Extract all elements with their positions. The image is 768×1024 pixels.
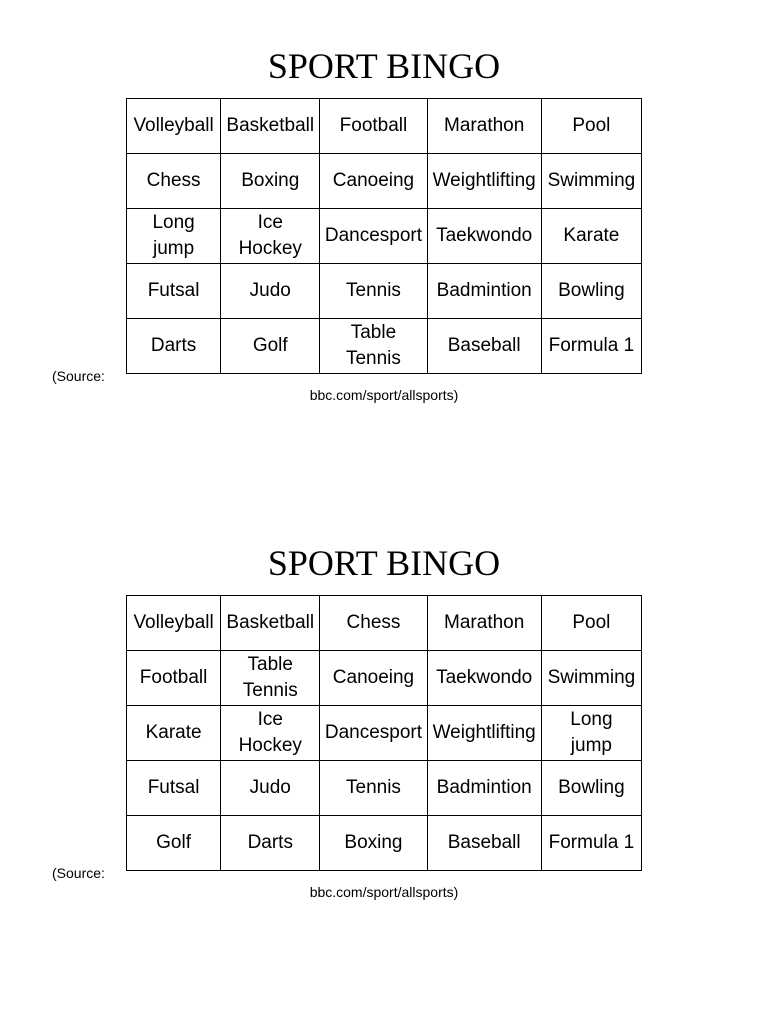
grid-cell: Football [127,651,221,706]
bingo-grid [126,595,642,871]
grid-cell: Pool [541,99,641,154]
source-url: bbc.com/sport/allsports) [309,884,459,900]
grid-cell: Volleyball [127,99,221,154]
grid-cell: Bowling [541,761,641,816]
card-title: SPORT BINGO [267,543,501,583]
grid-cell: Volleyball [127,596,221,651]
grid-cell: Badmintion [427,264,541,319]
grid-cell: Futsal [127,761,221,816]
grid-cell: Football [320,99,427,154]
grid-cell: Golf [127,816,221,871]
grid-cell: Marathon [427,99,541,154]
grid-row [127,651,642,706]
grid-cell: Karate [127,706,221,761]
grid-cell: Canoeing [320,154,427,209]
grid-row [127,596,642,651]
grid-cell: Judo [221,264,320,319]
grid-row [127,264,642,319]
grid-cell: Tennis [320,761,427,816]
grid-cell: Formula 1 [541,319,641,374]
grid-cell: Marathon [427,596,541,651]
source-url: bbc.com/sport/allsports) [309,387,459,403]
card-title: SPORT BINGO [267,46,501,86]
grid-cell: Judo [221,761,320,816]
grid-cell: Ice Hockey [221,706,320,761]
source-label: (Source: [52,865,105,881]
grid-cell: Canoeing [320,651,427,706]
grid-row [127,706,642,761]
grid-cell: Bowling [541,264,641,319]
grid-cell: Table Tennis [221,651,320,706]
bingo-grid [126,98,642,374]
source-label: (Source: [52,368,105,384]
grid-cell: Basketball [221,596,320,651]
grid-row [127,154,642,209]
grid-cell: Formula 1 [541,816,641,871]
grid-cell: Pool [541,596,641,651]
grid-cell: Darts [127,319,221,374]
grid-cell: Dancesport [320,209,427,264]
grid-cell: Basketball [221,99,320,154]
grid-cell: Swimming [541,651,641,706]
grid-cell: Long jump [541,706,641,761]
grid-cell: Chess [127,154,221,209]
grid-cell: Weightlifting [427,154,541,209]
grid-cell: Swimming [541,154,641,209]
grid-cell: Dancesport [320,706,427,761]
grid-cell: Boxing [320,816,427,871]
grid-cell: Baseball [427,319,541,374]
grid-cell: Golf [221,319,320,374]
grid-row [127,816,642,871]
grid-cell: Chess [320,596,427,651]
grid-cell: Taekwondo [427,209,541,264]
grid-cell: Weightlifting [427,706,541,761]
grid-row [127,209,642,264]
grid-cell: Futsal [127,264,221,319]
grid-row [127,99,642,154]
grid-row [127,319,642,374]
grid-cell: Darts [221,816,320,871]
grid-cell: Taekwondo [427,651,541,706]
grid-cell: Table Tennis [320,319,427,374]
grid-cell: Ice Hockey [221,209,320,264]
grid-cell: Badmintion [427,761,541,816]
grid-row [127,761,642,816]
grid-cell: Tennis [320,264,427,319]
grid-cell: Baseball [427,816,541,871]
grid-cell: Boxing [221,154,320,209]
grid-cell: Karate [541,209,641,264]
grid-cell: Long jump [127,209,221,264]
